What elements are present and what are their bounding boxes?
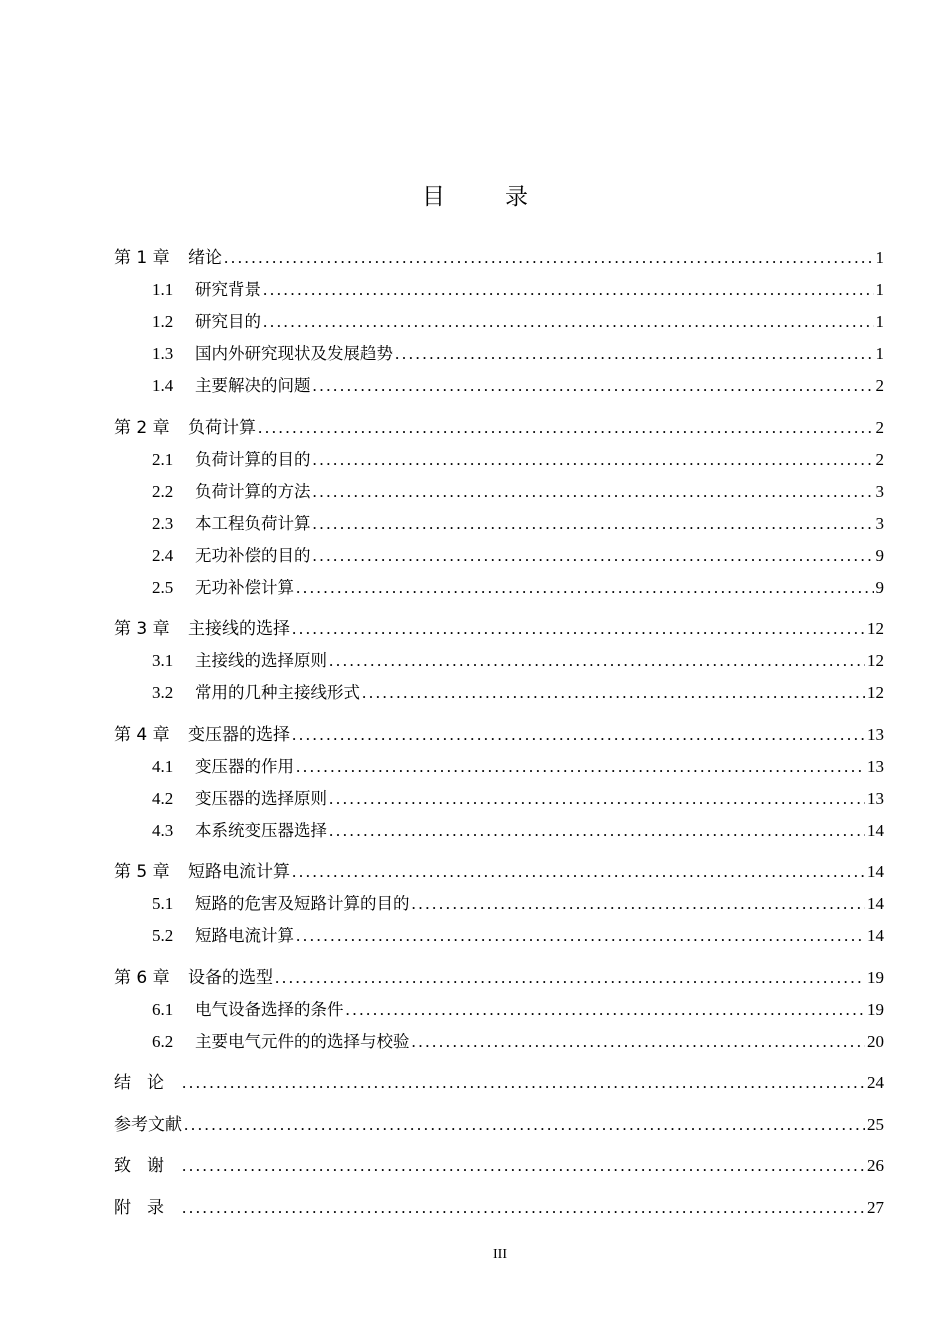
entry-number: 1.4 xyxy=(152,376,174,395)
dot-leader xyxy=(329,783,865,815)
entry-page-number: 19 xyxy=(867,999,884,1019)
entry-title: 电气设备选择的条件 xyxy=(195,999,344,1019)
toc-chapter-entry[interactable] xyxy=(114,412,884,444)
dot-leader xyxy=(412,888,866,920)
toc-section-entry[interactable] xyxy=(114,994,884,1026)
dot-leader xyxy=(395,338,874,370)
toc-chapter-entry[interactable] xyxy=(114,1150,884,1182)
dot-leader xyxy=(292,856,865,888)
toc-section-entry[interactable] xyxy=(114,476,884,508)
toc-chapter-entry[interactable] xyxy=(114,1067,884,1099)
entry-page-number: 2 xyxy=(875,376,884,395)
entry-number: 2.4 xyxy=(152,545,174,565)
toc-section-entry[interactable] xyxy=(114,815,884,847)
entry-title: 短路电流计算 xyxy=(195,926,294,945)
entry-page-number: 3 xyxy=(875,481,884,501)
dot-leader xyxy=(296,572,874,604)
toc-chapter-entry[interactable] xyxy=(114,242,884,274)
entry-page-number: 27 xyxy=(867,1197,884,1217)
entry-number: 2.2 xyxy=(152,481,174,501)
entry-page-number: 20 xyxy=(867,1031,884,1051)
toc-title xyxy=(0,178,950,211)
entry-page-number: 13 xyxy=(867,788,884,808)
entry-number: 1.3 xyxy=(152,344,174,363)
toc-chapter-entry[interactable] xyxy=(114,962,884,994)
toc-title-char-2: 录 xyxy=(505,184,528,210)
dot-leader xyxy=(329,815,865,847)
entry-title: 研究背景 xyxy=(195,280,261,299)
dot-leader xyxy=(313,444,874,476)
toc-section-entry[interactable] xyxy=(114,783,884,815)
entry-number: 5.2 xyxy=(152,926,174,945)
dot-leader xyxy=(313,540,874,572)
entry-number: 2.3 xyxy=(152,513,174,533)
page-number: III xyxy=(493,1247,507,1262)
entry-page-number: 14 xyxy=(867,820,884,840)
entry-title: 变压器的选择 xyxy=(188,724,290,745)
entry-number: 3.2 xyxy=(152,683,174,702)
entry-number: 2.1 xyxy=(152,449,174,469)
entry-page-number: 3 xyxy=(875,513,884,533)
dot-leader xyxy=(362,677,865,709)
entry-page-number: 2 xyxy=(875,449,884,469)
entry-page-number: 1 xyxy=(875,312,884,331)
dot-leader xyxy=(296,751,865,783)
toc-title-char-1: 目 xyxy=(422,184,445,210)
entry-number: 4.3 xyxy=(152,820,174,840)
entry-title: 变压器的作用 xyxy=(195,756,294,776)
dot-leader xyxy=(275,962,865,994)
entry-page-number: 26 xyxy=(867,1156,884,1175)
toc-chapter-entry[interactable] xyxy=(114,719,884,751)
entry-title: 本工程负荷计算 xyxy=(195,513,311,533)
entry-page-number: 24 xyxy=(867,1073,884,1092)
entry-title: 研究目的 xyxy=(195,312,261,331)
dot-leader xyxy=(263,274,874,306)
entry-title: 主要解决的问题 xyxy=(195,376,311,395)
toc-chapter-entry[interactable] xyxy=(114,613,884,645)
entry-number: 6.2 xyxy=(152,1031,174,1051)
entry-number: 第 6 章 xyxy=(114,967,170,988)
entry-number: 4.2 xyxy=(152,788,174,808)
entry-number: 2.5 xyxy=(152,577,174,597)
entry-number: 5.1 xyxy=(152,894,174,913)
toc-section-entry[interactable] xyxy=(114,444,884,476)
dot-leader xyxy=(313,370,874,402)
entry-page-number: 9 xyxy=(875,577,884,597)
entry-title: 负荷计算的目的 xyxy=(195,449,311,469)
entry-page-number: 9 xyxy=(875,545,884,565)
entry-title: 无功补偿的目的 xyxy=(195,545,311,565)
entry-number: 6.1 xyxy=(152,999,174,1019)
entry-page-number: 12 xyxy=(867,683,884,702)
entry-title: 负荷计算的方法 xyxy=(195,481,311,501)
entry-title: 主要电气元件的的选择与校验 xyxy=(195,1031,410,1051)
dot-leader xyxy=(182,1150,865,1182)
toc-section-entry[interactable] xyxy=(114,751,884,783)
dot-leader xyxy=(313,476,874,508)
table-of-contents xyxy=(114,242,884,1224)
dot-leader xyxy=(258,412,874,444)
dot-leader xyxy=(296,920,865,952)
dot-leader xyxy=(313,508,874,540)
dot-leader xyxy=(412,1026,866,1058)
entry-number: 3.1 xyxy=(152,651,174,670)
entry-number: 第 5 章 xyxy=(114,862,170,882)
dot-leader xyxy=(329,645,865,677)
toc-section-entry[interactable] xyxy=(114,540,884,572)
entry-number: 第 4 章 xyxy=(114,724,170,745)
entry-title: 主接线的选择原则 xyxy=(195,651,327,670)
entry-page-number: 14 xyxy=(867,862,884,881)
dot-leader xyxy=(182,1067,865,1099)
entry-title: 无功补偿计算 xyxy=(195,577,294,597)
entry-number: 第 2 章 xyxy=(114,417,170,438)
entry-title: 短路电流计算 xyxy=(188,862,290,882)
toc-section-entry[interactable] xyxy=(114,274,884,306)
entry-page-number: 14 xyxy=(867,894,884,913)
toc-section-entry[interactable] xyxy=(114,306,884,338)
dot-leader xyxy=(184,1109,865,1141)
toc-section-entry[interactable] xyxy=(114,677,884,709)
entry-title: 主接线的选择 xyxy=(188,619,290,639)
entry-title: 致谢 xyxy=(114,1156,180,1176)
entry-number: 第 1 章 xyxy=(114,248,170,268)
entry-page-number: 13 xyxy=(867,724,884,744)
toc-chapter-entry[interactable] xyxy=(114,856,884,888)
dot-leader xyxy=(346,994,866,1026)
entry-title: 参考文献 xyxy=(114,1114,182,1135)
toc-section-entry[interactable] xyxy=(114,1026,884,1058)
toc-section-entry[interactable] xyxy=(114,888,884,920)
entry-page-number: 14 xyxy=(867,926,884,945)
entry-page-number: 13 xyxy=(867,756,884,776)
entry-title: 绪论 xyxy=(188,248,222,268)
entry-title: 短路的危害及短路计算的目的 xyxy=(195,894,410,913)
entry-page-number: 1 xyxy=(875,344,884,363)
entry-page-number: 12 xyxy=(867,651,884,670)
entry-title: 结论 xyxy=(114,1073,180,1093)
entry-title: 常用的几种主接线形式 xyxy=(195,683,360,702)
toc-section-entry[interactable] xyxy=(114,338,884,370)
dot-leader xyxy=(263,306,874,338)
toc-section-entry[interactable] xyxy=(114,920,884,952)
toc-section-entry[interactable] xyxy=(114,645,884,677)
dot-leader xyxy=(182,1192,865,1224)
entry-number: 1.1 xyxy=(152,280,174,299)
entry-page-number: 25 xyxy=(867,1114,884,1134)
toc-section-entry[interactable] xyxy=(114,370,884,402)
entry-page-number: 1 xyxy=(875,280,884,299)
entry-title: 变压器的选择原则 xyxy=(195,788,327,808)
entry-title: 附录 xyxy=(114,1197,180,1218)
entry-title: 设备的选型 xyxy=(188,967,273,988)
toc-section-entry[interactable] xyxy=(114,572,884,604)
entry-title: 本系统变压器选择 xyxy=(195,820,327,840)
entry-title: 国内外研究现状及发展趋势 xyxy=(195,344,393,363)
entry-page-number: 19 xyxy=(867,967,884,987)
dot-leader xyxy=(224,242,874,274)
entry-title: 负荷计算 xyxy=(188,417,256,438)
entry-number: 1.2 xyxy=(152,312,174,331)
dot-leader xyxy=(292,613,865,645)
entry-page-number: 1 xyxy=(875,248,884,267)
entry-number: 4.1 xyxy=(152,756,174,776)
toc-chapter-entry[interactable] xyxy=(114,1109,884,1141)
entry-page-number: 12 xyxy=(867,619,884,638)
toc-section-entry[interactable] xyxy=(114,508,884,540)
entry-number: 第 3 章 xyxy=(114,619,170,639)
entry-page-number: 2 xyxy=(875,417,884,437)
toc-chapter-entry[interactable] xyxy=(114,1192,884,1224)
dot-leader xyxy=(292,719,865,751)
